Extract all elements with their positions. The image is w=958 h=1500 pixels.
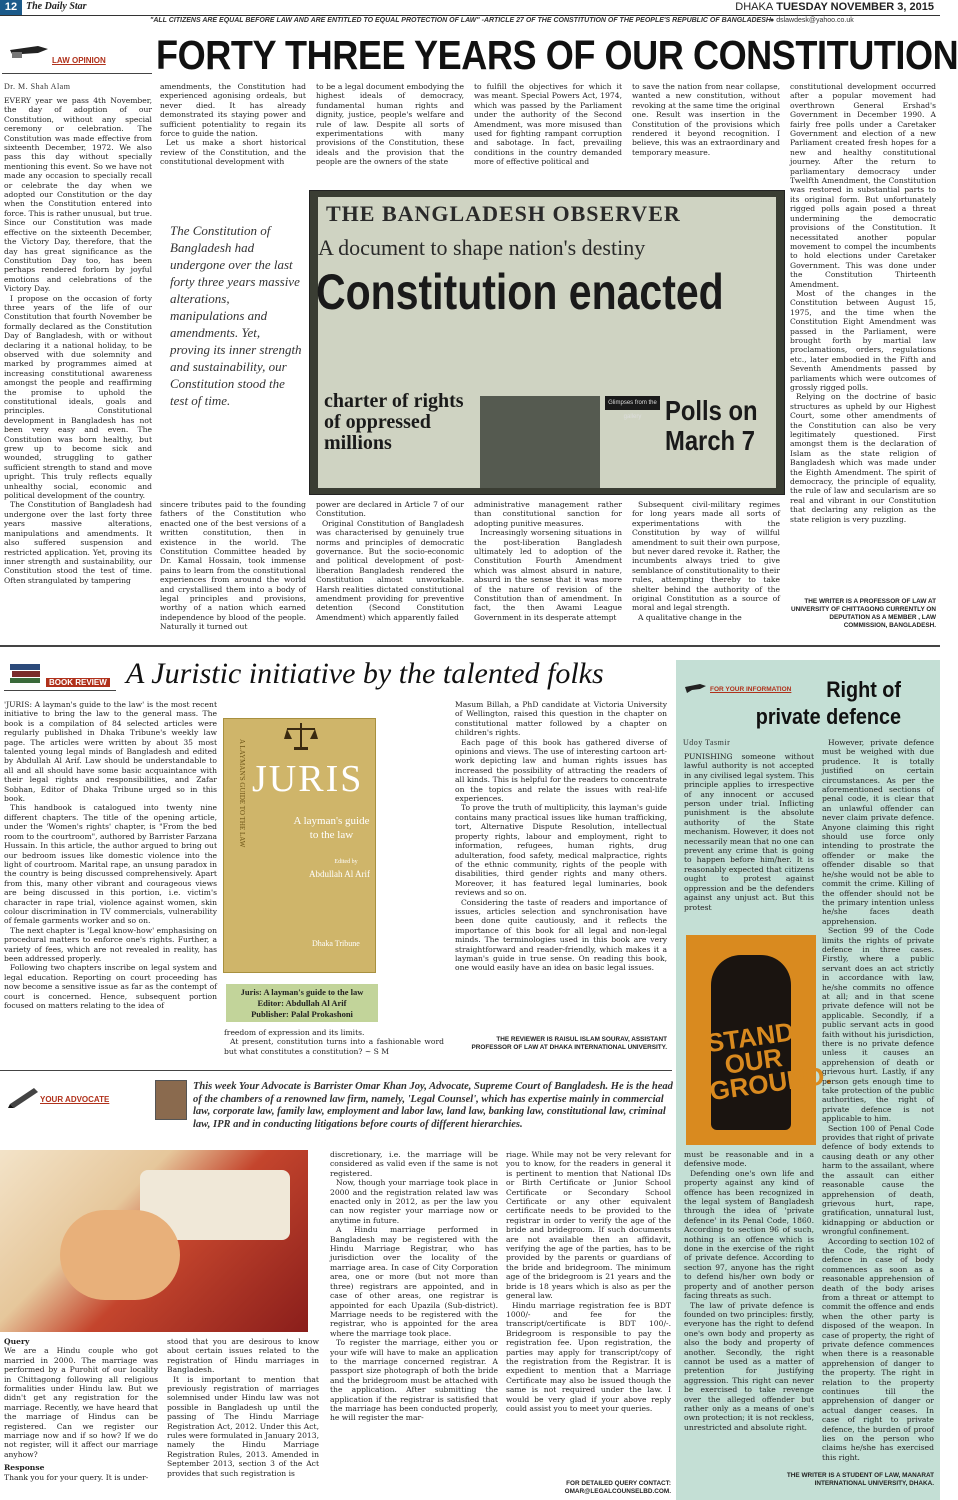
main-low-col-5 bbox=[632, 500, 780, 635]
advocate-col-1 bbox=[4, 1337, 158, 1500]
review-col-3 bbox=[455, 700, 667, 1022]
caption-line: Publisher: Palal Prokashoni bbox=[251, 1009, 353, 1019]
main-col-5: to save the nation from near collapse, wanted a new constitution, without revoking at the same time the original one. Result was insertion in the Constitution of the provisions which rendered it beyond recognition. I believe, this was an extraordinary and temporary measure. bbox=[632, 82, 780, 157]
pull-quote: The Constitution of Bangladesh had undergone over the last forty three years massive alterations, manipulations and amendments. Yet, proving its inner strength and sustainability, our Constitution stood the test of time. bbox=[170, 223, 302, 408]
main-col-1 bbox=[4, 96, 152, 631]
paragraph: The law of private defence is founded on two principles: firstly, everyone has the right to defend one's own body and property as also the body and property of another. Secondly, the right cannot be used as a matter of pretention for justifying aggression. This right can never be exercised to take revenge over the alleged offender but rather only as a means of one's own protection; it is not reckless, unrestricted and absolute right. bbox=[684, 1300, 814, 1432]
paper-logo: The Daily Star bbox=[26, 1, 87, 12]
side-col-1a bbox=[684, 752, 814, 932]
book-editor: Abdullah Al Arif bbox=[309, 869, 370, 879]
page-number: 12 bbox=[0, 0, 22, 15]
paragraph: Considering the taste of readers and importance of issues, articles selection and synchronisation have been done quite cautiously, and it reflects the importance of this book for all legal and non-legal minds. The terminologies used in this book are very straightforward and reader-friendly, which makes it a layman's guide in true sense. On reading this book, one would easily have an idea on basic legal issues. bbox=[455, 897, 667, 973]
paragraph: administrative management rather than constitutional sanction for adopting punitive measures. bbox=[474, 500, 622, 528]
paragraph: Section 99 of the Code limits the rights of private defence in three cases. Firstly, where a public servant does an act strictly in accordance with law, he/she commits no offence at all; and in that scene private defence will not be applicable. Secondly, if a public servant acts in good faith without his jurisdiction, there is no private defence unless it causes an apprehension of death or grievous hurt. Lastly, if any person gets enough time to take protection of the public authorities, the right of private defence is not applicable to him. bbox=[822, 926, 934, 1124]
paragraph: To prove the truth of multiplicity, this layman's guide contains many practical issues like human trafficking, tort, Alternative Dispute Resolution, intellectual property rights, labour and employment, right to information, refugees, human rights, drug adulteration, food safety, medical malpractice, rights of the ethnic community, rights of the people with disabilities, third gender rights and many others. Moreover, it has featured legal luminaries, book reviews and so on. bbox=[455, 803, 667, 898]
book-spine: A LAYMAN'S GUIDE TO THE LAW bbox=[238, 739, 246, 848]
paragraph: 'JURIS: A layman's guide to the law' is the most recent initiative to bring the law to the general mass. The book is a compilation of 84 selected articles were regularly published in Dhaka Tribune's weekly law page. The articles were written by about 35 most talented young legal minds of Bangladesh and edited by Abdullah Al Arif. Law should be understandable to all and all should have some basic acquaintance with their legal rights and responsibilities, and Zafar Sobhan, Editor of Dhaka Tribune urged so in this book. bbox=[4, 700, 217, 804]
main-col-2 bbox=[160, 82, 306, 177]
main-col-3: to be a legal document embodying the highest ideals of democracy, fundamental human rights and dignity, justice, people's welfare and rule of law. Despite all sorts of experimentations with many provisions of the Constitution, these ideals and the provision that the people are the owners of the state bbox=[316, 82, 464, 167]
paragraph: According to section 102 of the Code, the right of defence in case of body commences as soon as a reasonable apprehension of death of the body arises from a threat or attempt to commit the offence and ends when the other party is disposed of the weapon. In case of property, the right of private defence commences when there is a reasonable apprehension of danger to the property. The right in relation to the property continues till the apprehension of danger or actual danger ceases. In case of right to private defence, the burden of proof lies on the person who claims he/she has exercised this right. bbox=[822, 1236, 934, 1462]
paragraph: A qualitative change in the bbox=[638, 612, 742, 622]
divider bbox=[2, 73, 152, 74]
book-caption bbox=[226, 984, 378, 1022]
scales-icon bbox=[284, 721, 318, 751]
paragraph: Defending one's own life and property against any kind of offence has been recognized in the legal system of Bangladesh through the idea of 'private defence' in its Penal Code, 1860. According to section 96 of such, nothing is an offence which is done in the exercise of the right of private defence. According to section 97, anyone has the right to defend his/her own body or property and of another person facing threats as such. bbox=[684, 1168, 814, 1301]
photo-element bbox=[60, 1210, 180, 1300]
main-credit: THE WRITER IS A PROFESSOR OF LAW AT UNIVERSITY OF CHITTAGONG CURRENTLY ON DEPUTATION AS A MEMBER , LAW COMMISSION, BANGLADESH. bbox=[791, 598, 936, 629]
side-col-1b bbox=[684, 1150, 814, 1500]
photo-gallery-label: Glimpses from the gallery bbox=[605, 396, 660, 410]
paragraph: Now, though your marriage took place in 2000 and the registration related law was enacted only in 2012, as per the law you can now register your marriage now or anytime in future. bbox=[330, 1178, 498, 1225]
wedding-photo bbox=[0, 1150, 308, 1332]
book-edited-by: Edited by bbox=[334, 859, 358, 865]
poster-text: STAND OUR GROUND. bbox=[704, 1016, 834, 1107]
paragraph: A Hindu marriage performed in Bangladesh may be registered with the Hindu Marriage Registrar, who has jurisdiction over the locality of the marriage area. In case of City Corporation area, one or more (but not more than three) registrars are appointed, and in case of other areas, one registrar is appointed for each Upazila (Sub-district). Marriage needs to be registered with the registrar, who is appointed for the area where the marriage took place. bbox=[330, 1225, 498, 1338]
paragraph: Increasingly worsening situations in the post-liberation Bangladesh ultimately led to adoption of the Constitution Fourth Amendment which was almost absurd in nature, absurd in the sense that it was more of the nature of revision of the Constitution than of amendment. In fact, the then Awami League Government in its desperate attempt bbox=[474, 528, 622, 622]
paragraph: PUNISHING someone without lawful authority is not accepted in any civilised legal system. This principle applies to irrespective of any innocent or accused person under trial. Inflicting punishment is the absolute authority of the State mechanism. However, it does not necessarily mean that no one can prevent any crime that is going to happen before him/her. It is reasonably expected that citizens ought to protest against oppression and be the defenders against any unjust act. But this protest bbox=[684, 752, 814, 912]
main-low-col-3 bbox=[316, 500, 464, 635]
side-headline-2: private defence bbox=[755, 704, 901, 729]
paragraph: amendments, the Constitution had experienced agonising ordeals, but never died. It has already demonstrated its staying power and sufficient potentiality to regain its force to guide the nation. bbox=[160, 82, 306, 139]
paragraph: Most of the changes in the Constitution between August 15, 1975, and the time when the Constitution Eight Amendment was passed in the Parliament, were brought forth by martial law proclamations, orders, regulations etc., later embodied in the Fifth and Seventh Amendments passed by parliaments which were outcomes of grossly rigged polls. bbox=[790, 288, 936, 392]
photo-subhead: A document to shape nation's destiny bbox=[318, 235, 646, 260]
paragraph: must be reasonable and in a defensive mode. bbox=[684, 1150, 814, 1169]
divider bbox=[4, 690, 116, 691]
paragraph: Subsequent civil-military regimes for long years made all sorts of experimentations with the Constitution by way of willful amendment to suit their own purpose, but never dared revoke it. Rather, the incumbents always tried to give semblance of constitutionality to their rules, attempting thereby to take shelter behind the authority of the original Constitution as a source of moral and legal strength. bbox=[632, 500, 780, 613]
side-headline-1: Right of bbox=[826, 677, 901, 702]
paragraph: However, private defence must be weighed with due prudence. It is totally justified on certain circumstances. As per the aforementioned sections of penal code, it is clear that an unlawful offender can never claim private defence. Anyone claiming this right should use force only intending to prostrate the offender or make the offender disable so that he/she would not be able to commit the crime. Killing of the offender should not be the primary intention unless he/she faces death apprehension. bbox=[822, 738, 934, 926]
caption-line: Editor: Abdullah Al Arif bbox=[257, 998, 347, 1008]
section-divider bbox=[0, 1070, 672, 1071]
response-label: Response bbox=[4, 1463, 45, 1473]
query-text: We are a Hindu couple who got married in 2000. The marriage was performed by a Purohit of our locality in Chittagong following all religious formalities under Hindu law. But we didn't get any registration for the marriage. Recently, we have heard that the marriage of Hindus can be registered. Can we register our marriage now and if so how? If we do not register, will it affect our marriage anyhow? bbox=[4, 1346, 158, 1459]
header-city: DHAKA bbox=[735, 1, 774, 13]
pointing-hand-icon bbox=[684, 680, 708, 694]
advocate-contact: FOR DETAILED QUERY CONTACT: OMAR@LEGALCOUNSELBD.COM. bbox=[564, 1480, 671, 1495]
caption-line: Juris: A layman's guide to the law bbox=[240, 987, 364, 997]
paragraph: Section 100 of Penal Code provides that right of private defence of body extends to causing death or any other harm to the assailant, where the assault can either reasonable cause the apprehension of death, grievous hurt, rape, gratification, unnatural lust, kidnapping or abduction or wrongful confinement. bbox=[822, 1123, 934, 1237]
header-quote: "ALL CITIZENS ARE EQUAL BEFORE LAW AND ARE ENTITLED TO EQUAL PROTECTION OF LAW" -ARTICLE 27 OF THE CONSTITUTION OF THE PEOPLE'S REPUBLIC OF BANGLADESH bbox=[150, 17, 771, 24]
section-law-opinion: LAW OPINION bbox=[52, 56, 106, 65]
section-for-your-information: FOR YOUR INFORMATION bbox=[710, 686, 792, 693]
response-text: Thank you for your query. It is under- bbox=[4, 1472, 149, 1482]
section-your-advocate: YOUR ADVOCATE bbox=[40, 1095, 110, 1104]
pointing-hand-icon bbox=[8, 40, 52, 60]
book-title: JURIS bbox=[252, 758, 364, 800]
paragraph: The next chapter is 'Legal know-how' emphasising on procedural matters to enforce one's rights. Further, a variety of fees, which are not revealed in reality, has been addressed properly. bbox=[4, 925, 217, 963]
pen-icon bbox=[6, 1084, 42, 1108]
advocate-photo bbox=[155, 1080, 187, 1120]
paragraph: Each page of this book has gathered diverse of opinions and views. The use of interesting cartoon art-work depicting law and human rights issues has increased the possibility of attracting the readers of all kinds. This is helpful for the readers to concentrate on the topics and relate the issues with real-life experiences. bbox=[455, 737, 667, 804]
review-col-1 bbox=[4, 700, 217, 1052]
header-email: ● dslawdesk@yahoo.co.uk bbox=[770, 17, 854, 24]
photo-masthead: THE BANGLADESH OBSERVER bbox=[326, 201, 681, 226]
paragraph: riage. While may not be very relevant for you to know, for the readers in general it is pertinent to mention that National IDs or Birth Certificate or Junior School Certificate or Secondary School Certificate or any other equivalent certificate needs to be provided to the registrar in order to verify the age of the bride and bridegroom. If such documents are not available then an affidavit, verifying the age of the parties, has to be provided by the parents or guardians of the bride and bridegroom. The minimum age of the bridegroom is 21 years and the bride is 18 years which is also as per the general law. bbox=[506, 1150, 671, 1301]
paragraph: The Constitution of Bangladesh had undergone over the last forty three years massive alterations, manipulations and amendments. It also suffered suspension and restricted application. Yet, proving its inner strength and sustainability, our Constitution stood the test of time. Often strangulated by tampering bbox=[4, 500, 152, 585]
header-date-text: TUESDAY NOVEMBER 3, 2015 bbox=[776, 1, 934, 13]
photo-headline: Constitution enacted bbox=[316, 264, 724, 320]
newspaper-photo bbox=[309, 190, 785, 495]
section-divider bbox=[0, 645, 940, 647]
paragraph: Masum Billah, a PhD candidate at Victoria University of Wellington, raised this question in the chapter on constitutional matter followed by a chapter on children's rights. bbox=[455, 700, 667, 738]
paragraph: Original Constitution of Bangladesh was characterised by genuinely true norms and principles of democratic governance. But the socio-economic and political development of post-liberation Bangladesh rendered the Constitution almost unworkable. Harsh realities dictated constitutional amendment providing for preventive detention (Second Constitution Amendment) which apparently failed bbox=[316, 518, 464, 622]
review-headline: A Juristic initiative by the talented folks bbox=[126, 657, 604, 690]
stand-our-ground-poster bbox=[686, 935, 834, 1145]
paragraph: It is important to mention that previously registration of marriages solemnised under Hindu law was not possible in Bangladesh up until the passing of The Hindu Marriage Registration Act, 2012. Under this Act, rules were formulated in January 2013, namely the Hindu Marriage Registration Rules, 2013. Amended in September 2013, section 3 of the Act provides that such registration is bbox=[167, 1374, 319, 1478]
side-author: Udoy Tasmir bbox=[683, 738, 731, 747]
photo-left-text: charter of rights of oppressed millions bbox=[324, 390, 464, 454]
main-low-col-2: sincere tributes paid to the founding fathers of the Constitution who enacted one of the best versions of a written constitution, then in existence in the world. The Constitution Committee headed by Dr. Kamal Hossain, took immense pains to learn from the constitutional experiences from around the world and crystallised them into a body of legal principles and provisions, worthy of a nation which earned independence by blood of the people. Naturally it turned out bbox=[160, 500, 306, 632]
paragraph: Following two chapters inscribe on legal system and legal education. Reporting on court proceeding has now become a sensitive issue as far as the contempt of court is concerned. Hence, subsequent portion focused on matters relating to the idea of bbox=[4, 963, 217, 1010]
advocate-intro: This week Your Advocate is Barrister Omar Khan Joy, Advocate, Supreme Court of Bangladesh. He is the head of the chambers of a renowned law firm, namely, 'Legal Counsel', which has expertise mainly in commercial law, corporate law, family law, employment and labor law, land law, banking law, constitutional law, criminal law, IPR and in conducting litigations before courts of different hierarchies. bbox=[193, 1081, 673, 1130]
review-col-2 bbox=[224, 1028, 444, 1064]
advocate-col-3 bbox=[330, 1150, 498, 1500]
side-credit: THE WRITER IS A STUDENT OF LAW, MANARAT INTERNATIONAL UNIVERSITY, DHAKA. bbox=[786, 1472, 934, 1487]
paragraph: stood that you are desirous to know about certain issues related to the registration of Hindu marriages in Bangladesh. bbox=[167, 1337, 319, 1375]
header-email-text: dslawdesk@yahoo.co.uk bbox=[776, 17, 854, 24]
main-author: Dr. M. Shah Alam bbox=[4, 82, 71, 91]
advocate-col-4 bbox=[506, 1150, 671, 1470]
photo-right-text: Polls on March 7 bbox=[665, 395, 758, 456]
paragraph: constitutional development occurred after a popular movement had overthrown General Ershad's Government in December 1990. A fairly free polls under a Caretaker Government and election of a new Parliament created fresh hopes for a new and healthy constitutional journey. After the return to parliamentary democracy under Twelfth Amendment, the Constitution was restored in substantial parts to its original form. But unfortunately rigged polls again posed a threat undermining the democratic provisions of the Constitution. It necessitated another popular movement to compel the incumbents to hold elections under Caretaker Government. This was done under the Constitution Thirteenth Amendment. bbox=[790, 82, 936, 289]
book-publisher: Dhaka Tribune bbox=[312, 939, 360, 948]
paragraph: discretionary, i.e. the marriage will be considered as valid even if the same is not registered. bbox=[330, 1150, 498, 1178]
main-low-col-4 bbox=[474, 500, 622, 635]
paragraph: Relying on the doctrine of basic structures as upheld by our Highest Court, some other amendments of the Constitution can also be very legitimately questioned. First amongst them is the declaration of Islam as the state religion of Bangladesh which was made under the Eighth Amendment. The spirit of democracy, the principle of equality, the rule of law and secularism are so real and vibrant in our Constitution that declaring any religion as the state religion is very puzzling. bbox=[790, 392, 936, 524]
paragraph: EVERY year we pass 4th November, the day of adoption of our Constitution, without any special ceremony or celebration. The Constitution was made effective from sixteenth December, 1972. We also pass this day without specially mentioning this event. So we have not made any occasion to specially recall or celebrate the day when we adopted our Constitution or the day when the Constitution entered into force. This is rather unusual, but true. Since our Constitution was made effective on the sixteenth December, the Victory Day, therefore, that the day has great significance as the Constitution Day too, has been perhaps rendered forlorn by joyful emotions and celebrations of the Victory Day. bbox=[4, 96, 152, 294]
paragraph: At present, constitution turns into a fashionable word but what constitutes a constitution? ~ S M bbox=[224, 1037, 444, 1056]
books-icon bbox=[8, 660, 42, 684]
review-credit: THE REVIEWER IS RAISUL ISLAM SOURAV, ASSISTANT PROFESSOR OF LAW AT DHAKA INTERNATIONAL UNIVERSITY. bbox=[471, 1036, 667, 1051]
main-col-6 bbox=[790, 82, 936, 587]
paragraph: Let us make a short historical review of the Constitution, and the constitutional development with bbox=[160, 138, 306, 167]
photo-portrait bbox=[480, 396, 600, 488]
paragraph: This handbook is catalogued into twenty nine different chapters. The title of the opening article, under the 'Women's rights' chapter, is "From the bed room to the courtroom", authored by Barrister Farzana Hussain. In this article, the author argued to bring out our bedroom issues like domestic violence into the light of courtroom. Marital rape, an unsung paradox in the country is being discussed comprehensively. Apart from this, many other vibrant and courageous views are being discussed in this portion, i.e. victim's character in rape trial, violence against women, skin colour discrimination in TV commercials, vulnerability of female garments worker and so on. bbox=[4, 803, 218, 926]
header-date bbox=[735, 1, 934, 13]
query-label: Query bbox=[4, 1337, 30, 1346]
book-cover bbox=[223, 718, 376, 973]
paragraph: I propose on the occasion of forty three years of the life of our Constitution that fourth November be formally declared as the Constitution Day of Bangladesh, with or without declaring it a national holiday, to be observed with due solemnity and marked by programmes aimed at increasing constitutional awareness amongst the people and reaffirming the promise to uphold the constitutional ideals, goals and principles. Constitutional development in Bangladesh has not been very easy and even. The Constitution was born healthy, but grew up to become sick and wounded, struggling to gather sufficient strength to stand and move upright. This truly reflects equally unhealthy social, economic and political development of the country. bbox=[4, 293, 152, 501]
main-headline: FORTY THREE YEARS OF OUR CONSTITUTION bbox=[156, 32, 958, 78]
paragraph: power are declared in Article 7 of our Constitution. bbox=[316, 500, 464, 519]
paragraph: To register the marriage, either you or your wife will have to make an application to the marriage concerned registrar. A passport size photograph of both the bride and the bridegroom must be attached with the application. After submitting the application if the registrar is satisfied that the marriage has been conducted properly, he will register the mar- bbox=[330, 1338, 498, 1423]
book-subtitle: A layman's guide to the law bbox=[293, 815, 370, 841]
side-col-2 bbox=[822, 738, 934, 1460]
section-book-review: BOOK REVIEW bbox=[46, 678, 110, 687]
main-col-4: to fulfill the objectives for which it was meant. Special Powers Act, 1974, which was passed by the Parliament under the authority of the Second Amendment, was more misused than used for fighting rampant corruption and sabotage. In fact, prevailing conditions in the country demanded more of effective political and bbox=[474, 82, 622, 167]
paragraph: freedom of expression and its limits. bbox=[224, 1028, 365, 1037]
paragraph: Hindu marriage registration fee is BDT 1000/- and fee for the transcript/certificate is BDT 100/-. Bridegroom is responsible to pay the registration fee. Upon registration, the parties may apply for transcript/copy of the registration from the Registrar. It is expedient to mention that a Marriage Certificate may also be issued though the same is not required under the law. I would be very glad if your above reply could assist you to meet your queries. bbox=[506, 1300, 671, 1413]
advocate-col-2 bbox=[167, 1337, 319, 1500]
